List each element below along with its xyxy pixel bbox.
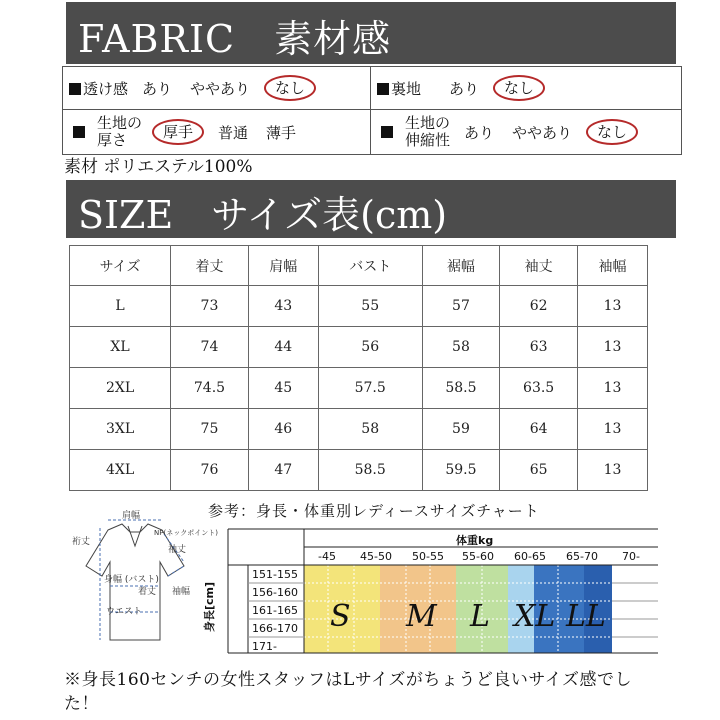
size-cell: 47 bbox=[248, 450, 318, 491]
size-cell: 58 bbox=[422, 327, 500, 368]
size-heading-band bbox=[66, 180, 676, 238]
np-label: NP(ネックポイント) bbox=[154, 529, 218, 537]
size-row bbox=[70, 286, 648, 327]
size-cell: 74 bbox=[171, 327, 249, 368]
height-range: 171- bbox=[252, 640, 277, 653]
size-cell: 56 bbox=[318, 327, 422, 368]
size-table bbox=[69, 245, 648, 491]
fabric-option: あり bbox=[449, 79, 480, 98]
size-heading: SIZE サイズ表(cm) bbox=[78, 193, 448, 237]
size-cell: 44 bbox=[248, 327, 318, 368]
size-cell: 63.5 bbox=[500, 368, 578, 409]
size-cell: 2XL bbox=[70, 368, 171, 409]
weight-range: 45-50 bbox=[360, 550, 392, 563]
fabric-heading-band bbox=[66, 2, 676, 64]
size-chart-title: 参考：身長・体重別レディースサイズチャート bbox=[208, 502, 540, 520]
size-cell: 65 bbox=[500, 450, 578, 491]
material-text: 素材 ポリエステル100% bbox=[64, 157, 253, 177]
square-bullet-icon bbox=[69, 83, 81, 95]
size-cell: 4XL bbox=[70, 450, 171, 491]
size-header-cell: 袖丈 bbox=[500, 246, 578, 286]
waist-label: ウエスト bbox=[106, 607, 143, 617]
size-cell: 45 bbox=[248, 368, 318, 409]
fabric-option: 普通 bbox=[218, 123, 249, 142]
fabric-label-line: 生地の bbox=[97, 114, 143, 132]
size-cell: 43 bbox=[248, 286, 318, 327]
size-cell: 76 bbox=[171, 450, 249, 491]
size-cell: 13 bbox=[577, 327, 647, 368]
height-range: 156-160 bbox=[252, 586, 298, 599]
size-cell: 13 bbox=[577, 368, 647, 409]
fabric-option: あり bbox=[142, 79, 173, 98]
size-cell: 63 bbox=[500, 327, 578, 368]
size-cell: L bbox=[70, 286, 171, 327]
weight-range: 50-55 bbox=[412, 550, 444, 563]
fabric-option-selected: なし bbox=[586, 119, 638, 145]
weight-range: -45 bbox=[318, 550, 336, 563]
fabric-label: 裏地 bbox=[391, 79, 422, 98]
size-label-s: S bbox=[330, 599, 351, 634]
size-header-row bbox=[70, 246, 648, 286]
size-label-xl: XL bbox=[514, 599, 556, 634]
size-cell: 58 bbox=[318, 409, 422, 450]
size-header-cell: 肩幅 bbox=[248, 246, 318, 286]
size-header-cell: 着丈 bbox=[171, 246, 249, 286]
fabric-cell-stretch bbox=[371, 110, 682, 155]
height-weight-chart bbox=[203, 525, 658, 663]
size-cell: XL bbox=[70, 327, 171, 368]
fabric-label-line: 生地の bbox=[405, 114, 451, 132]
measurement-figure bbox=[60, 500, 218, 660]
size-cell: 13 bbox=[577, 409, 647, 450]
size-cell: 57 bbox=[422, 286, 500, 327]
size-cell: 64 bbox=[500, 409, 578, 450]
square-bullet-icon bbox=[73, 126, 85, 138]
size-label-ll: LL bbox=[566, 599, 606, 634]
fabric-option: ややあり bbox=[512, 123, 573, 142]
fabric-cell-thickness bbox=[63, 110, 371, 155]
sleeve-length-label: 袖丈 bbox=[168, 545, 187, 555]
weight-axis-label: 体重kg bbox=[456, 534, 494, 547]
weight-range: 70- bbox=[622, 550, 640, 563]
fabric-option: ややあり bbox=[190, 79, 251, 98]
size-cell: 74.5 bbox=[171, 368, 249, 409]
size-row bbox=[70, 450, 648, 491]
fabric-label: 透け感 bbox=[83, 79, 129, 98]
size-label-m: M bbox=[406, 599, 437, 634]
size-cell: 62 bbox=[500, 286, 578, 327]
fabric-label-line: 伸縮性 bbox=[405, 131, 451, 149]
fabric-cell-lining bbox=[371, 67, 682, 110]
size-label-l: L bbox=[470, 599, 490, 634]
size-cell: 59 bbox=[422, 409, 500, 450]
weight-range: 55-60 bbox=[462, 550, 494, 563]
size-cell: 58.5 bbox=[422, 368, 500, 409]
size-cell: 73 bbox=[171, 286, 249, 327]
square-bullet-icon bbox=[377, 83, 389, 95]
size-cell: 13 bbox=[577, 450, 647, 491]
size-cell: 13 bbox=[577, 286, 647, 327]
bust-label: 身幅 (バスト) bbox=[104, 575, 159, 585]
size-cell: 3XL bbox=[70, 409, 171, 450]
height-range: 166-170 bbox=[252, 622, 298, 635]
size-header-cell: 裾幅 bbox=[422, 246, 500, 286]
weight-range: 60-65 bbox=[514, 550, 546, 563]
fabric-option: 薄手 bbox=[266, 123, 297, 142]
height-axis-label: 身長[cm] bbox=[203, 581, 217, 633]
fabric-label-line: 厚さ bbox=[97, 131, 128, 149]
fabric-option: あり bbox=[464, 123, 495, 142]
staff-note: ※身長160センチの女性スタッフはLサイズがちょうど良いサイズ感でした！ bbox=[64, 670, 633, 714]
body-length-label: 着丈 bbox=[138, 587, 157, 597]
size-cell: 75 bbox=[171, 409, 249, 450]
size-cell: 57.5 bbox=[318, 368, 422, 409]
height-range: 151-155 bbox=[252, 568, 298, 581]
size-cell: 46 bbox=[248, 409, 318, 450]
size-header-cell: バスト bbox=[318, 246, 422, 286]
height-range: 161-165 bbox=[252, 604, 298, 617]
fabric-option-selected: 厚手 bbox=[152, 119, 204, 145]
fabric-option-selected: なし bbox=[493, 75, 545, 101]
size-cell: 58.5 bbox=[318, 450, 422, 491]
sleeve-width-label: 袖幅 bbox=[172, 587, 191, 597]
size-row bbox=[70, 368, 648, 409]
shoulder-label: 肩幅 bbox=[122, 511, 141, 521]
length-label: 裄丈 bbox=[72, 537, 91, 547]
size-header-cell: サイズ bbox=[70, 246, 171, 286]
fabric-option-selected: なし bbox=[264, 75, 316, 101]
size-cell: 55 bbox=[318, 286, 422, 327]
size-header-cell: 袖幅 bbox=[577, 246, 647, 286]
fabric-table bbox=[62, 66, 682, 155]
size-row bbox=[70, 409, 648, 450]
square-bullet-icon bbox=[381, 126, 393, 138]
weight-range: 65-70 bbox=[566, 550, 598, 563]
fabric-heading: FABRIC 素材感 bbox=[78, 17, 392, 61]
size-row bbox=[70, 327, 648, 368]
size-cell: 59.5 bbox=[422, 450, 500, 491]
fabric-cell-transparency bbox=[63, 67, 371, 110]
